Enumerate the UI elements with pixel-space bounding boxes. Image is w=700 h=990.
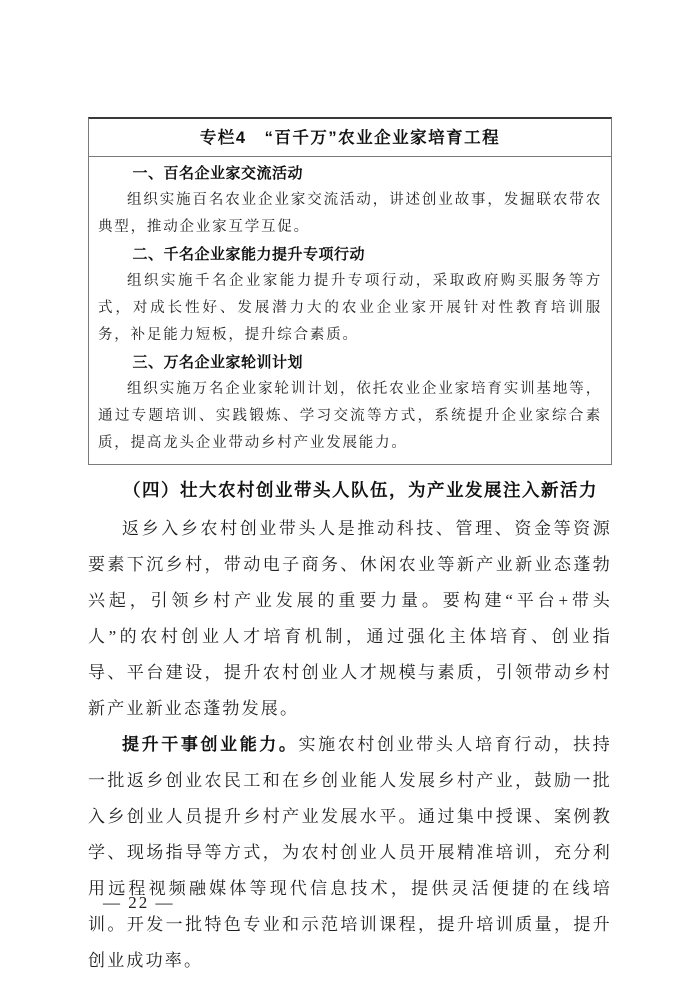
body-paragraph-1: 返乡入乡农村创业带头人是推动科技、管理、资金等资源要素下沉乡村，带动电子商务、休闲农业等新产业新业态蓬勃兴起，引领乡村产业发展的重要力量。要构建“平台+带头人”的农村创业人才培育机制，通过强化主体培育、创业指导、平台建设，提升农村创业人才规模与素质，引领带动乡村新产业新业态蓬勃发展。 [88,519,612,718]
body-paragraph-2 [88,727,612,979]
body-paragraph-2-lead: 提升干事创业能力。 [122,735,299,754]
panel-title: 专栏4 “百千万”农业企业家培育工程 [89,119,611,157]
panel-section-3-body: 组织实施万名企业家轮训计划，依托农业企业家培育实训基地等，通过专题培训、实践锻炼、学习交流等方式，系统提升企业家综合素质，提高龙头企业带动乡村产业发展能力。 [98,381,602,451]
body-paragraph-2-rest: 实施农村创业带头人培育行动，扶持一批返乡创业农民工和在乡创业能人发展乡村产业，鼓励一批入乡创业人员提升乡村产业发展水平。通过集中授课、案例教学、现场指导等方式，为农村创业人员开展精准培训，充分利用远程视频融媒体等现代信息技术，提供灵活便捷的在线培训。开发一批特色专业和示范培训课程，提升培训质量，提升创业成功率。 [88,735,612,970]
panel-section-3-heading: 三、万名企业家轮训计划 [132,354,304,371]
column-4-panel [88,117,612,465]
panel-body [89,157,611,464]
panel-section-1-heading: 一、百名企业家交流活动 [132,165,304,182]
page-content [88,117,612,979]
page-number: — 22 — [103,893,175,912]
panel-section-2-heading: 二、千名企业家能力提升专项行动 [132,246,366,263]
panel-section-2-body: 组织实施千名企业家能力提升专项行动，采取政府购买服务等方式，对成长性好、发展潜力大的农业企业家开展针对性教育培训服务，补足能力短板，提升综合素质。 [98,273,602,343]
panel-section-1-body: 组织实施百名农业企业家交流活动，讲述创业故事，发掘联农带农典型，推动企业家互学互促。 [98,192,602,235]
section-4-heading: （四）壮大农村创业带头人队伍，为产业发展注入新活力 [123,480,598,500]
